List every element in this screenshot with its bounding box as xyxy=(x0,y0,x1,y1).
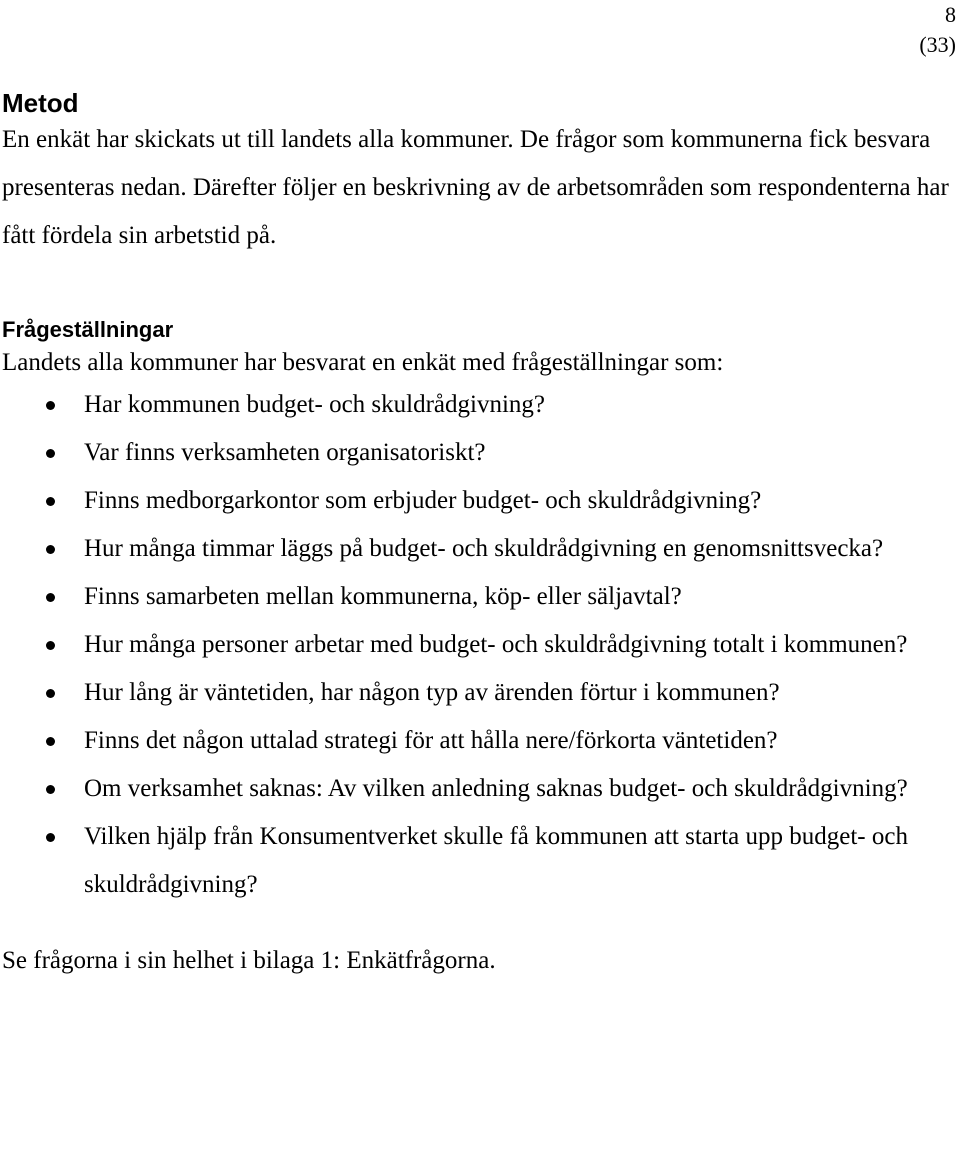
list-item xyxy=(2,381,944,429)
list-item xyxy=(2,813,944,909)
question-text: Finns medborgarkontor som erbjuder budget- och skuldrådgivning? xyxy=(84,487,762,514)
bullet-icon xyxy=(46,641,55,650)
question-text: Har kommunen budget- och skuldrådgivning? xyxy=(84,391,546,418)
question-text: Hur lång är väntetiden, har någon typ av ärenden förtur i kommunen? xyxy=(84,679,780,706)
list-item xyxy=(2,525,944,573)
page-number xyxy=(896,0,956,60)
question-text: Vilken hjälp från Konsumentverket skulle få kommunen att starta upp budget- och skuldrådgivning? xyxy=(84,823,908,898)
document-body xyxy=(2,86,952,979)
page-number-current: 8 xyxy=(945,2,956,27)
questions-section xyxy=(2,315,952,909)
list-item xyxy=(2,477,944,525)
question-text: Finns samarbeten mellan kommunerna, köp- eller säljavtal? xyxy=(84,583,682,610)
questions-list xyxy=(2,381,952,909)
appendix-reference: Se frågorna i sin helhet i bilaga 1: Enkätfrågorna. xyxy=(2,947,496,974)
questions-heading: Frågeställningar xyxy=(2,317,174,342)
bullet-icon xyxy=(46,833,55,842)
page-number-total: (33) xyxy=(919,32,956,57)
list-item xyxy=(2,621,944,669)
list-item xyxy=(2,717,944,765)
bullet-icon xyxy=(46,689,55,698)
list-item xyxy=(2,669,944,717)
list-item xyxy=(2,573,944,621)
list-item xyxy=(2,765,944,813)
question-text: Var finns verksamheten organisatoriskt? xyxy=(84,439,486,466)
bullet-icon xyxy=(46,545,55,554)
question-text: Hur många personer arbetar med budget- och skuldrådgivning totalt i kommunen? xyxy=(84,631,908,658)
bullet-icon xyxy=(46,737,55,746)
bullet-icon xyxy=(46,785,55,794)
question-text: Om verksamhet saknas: Av vilken anledning saknas budget- och skuldrådgivning? xyxy=(84,775,908,802)
question-text: Hur många timmar läggs på budget- och skuldrådgivning en genomsnittsvecka? xyxy=(84,535,884,562)
method-paragraph: En enkät har skickats ut till landets alla kommuner. De frågor som kommunerna fick besvara presenteras nedan. Därefter följer en beskrivning av de arbetsområden som respondenterna har fått fördela sin arbetstid på. xyxy=(2,126,949,249)
bullet-icon xyxy=(46,593,55,602)
list-item xyxy=(2,429,944,477)
bullet-icon xyxy=(46,401,55,410)
method-heading: Metod xyxy=(2,88,79,118)
questions-lead: Landets alla kommuner har besvarat en enkät med frågeställningar som: xyxy=(2,349,724,376)
bullet-icon xyxy=(46,497,55,506)
bullet-icon xyxy=(46,449,55,458)
question-text: Finns det någon uttalad strategi för att hålla nere/förkorta väntetiden? xyxy=(84,727,778,754)
